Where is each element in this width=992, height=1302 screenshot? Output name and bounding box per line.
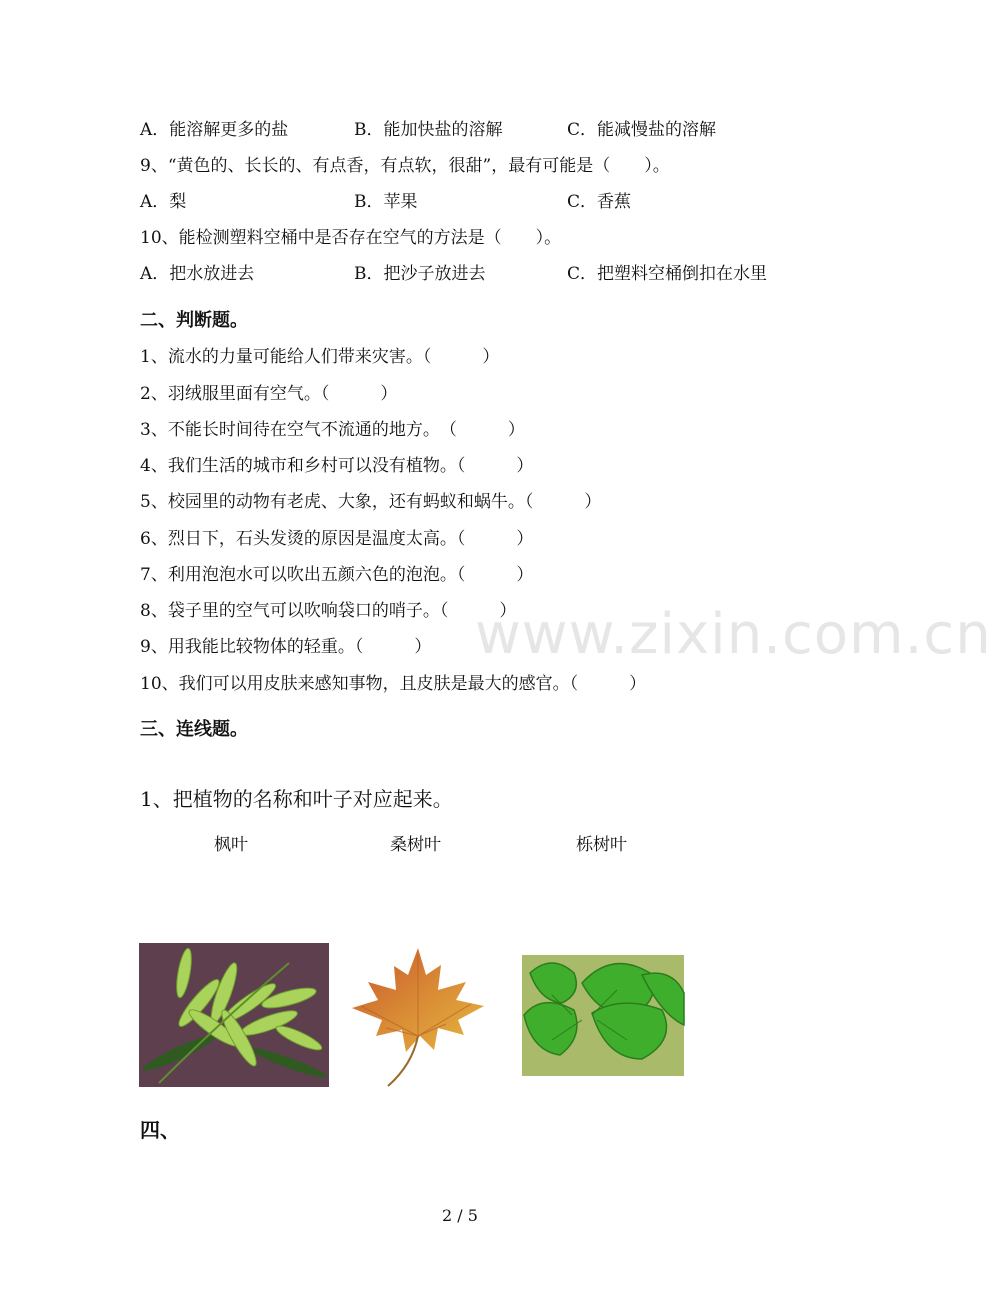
q9-option-b: B．苹果 — [354, 192, 418, 212]
judge-item-6: 6、烈日下，石头发烫的原因是温度太高。（ ） — [140, 529, 534, 549]
q8-option-c: C．能减慢盐的溶解 — [567, 120, 717, 140]
q9-option-c: C．香蕉 — [567, 192, 632, 212]
judge-item-10: 10、我们可以用皮肤来感知事物，且皮肤是最大的感官。（ ） — [140, 674, 647, 694]
q10-option-b: B．把沙子放进去 — [354, 264, 486, 284]
q10-question: 10、能检测塑料空桶中是否存在空气的方法是（ ）。 — [140, 228, 562, 248]
q9-option-a: A．梨 — [140, 192, 187, 212]
page-number: 2 / 5 — [442, 1206, 478, 1225]
watermark: www.zixin.com.cn — [475, 602, 992, 667]
maple-leaf-photo — [346, 940, 488, 1089]
q9-question: 9、“黄色的、长长的、有点香，有点软，很甜”，最有可能是（ ）。 — [140, 156, 670, 176]
q8-option-a: A．能溶解更多的盐 — [140, 120, 289, 140]
section4-title: 四、 — [140, 1118, 180, 1142]
judge-item-8: 8、袋子里的空气可以吹响袋口的哨子。（ ） — [140, 601, 517, 621]
leaf-name-oak: 栎树叶 — [576, 835, 627, 855]
q10-option-c: C．把塑料空桶倒扣在水里 — [567, 264, 768, 284]
judge-item-1: 1、流水的力量可能给人们带来灾害。（ ） — [140, 347, 500, 367]
bamboo-leaf-photo — [139, 943, 329, 1087]
section2-title: 二、判断题。 — [140, 310, 248, 331]
judge-item-7: 7、利用泡泡水可以吹出五颜六色的泡泡。（ ） — [140, 565, 534, 585]
judge-item-9: 9、用我能比较物体的轻重。（ ） — [140, 637, 432, 657]
judge-item-5: 5、校园里的动物有老虎、大象，还有蚂蚁和蜗牛。（ ） — [140, 492, 602, 512]
mulberry-leaf-photo — [522, 955, 684, 1076]
q10-option-a: A．把水放进去 — [140, 264, 255, 284]
judge-item-2: 2、羽绒服里面有空气。（ ） — [140, 384, 398, 404]
judge-item-3: 3、不能长时间待在空气不流通的地方。 （ ） — [140, 420, 525, 440]
matching-question: 1、把植物的名称和叶子对应起来。 — [140, 787, 453, 811]
leaf-name-maple: 枫叶 — [214, 835, 248, 855]
q8-option-b: B．能加快盐的溶解 — [354, 120, 503, 140]
section3-title: 三、连线题。 — [140, 719, 248, 740]
leaf-name-mulberry: 桑树叶 — [390, 835, 441, 855]
judge-item-4: 4、我们生活的城市和乡村可以没有植物。（ ） — [140, 456, 534, 476]
